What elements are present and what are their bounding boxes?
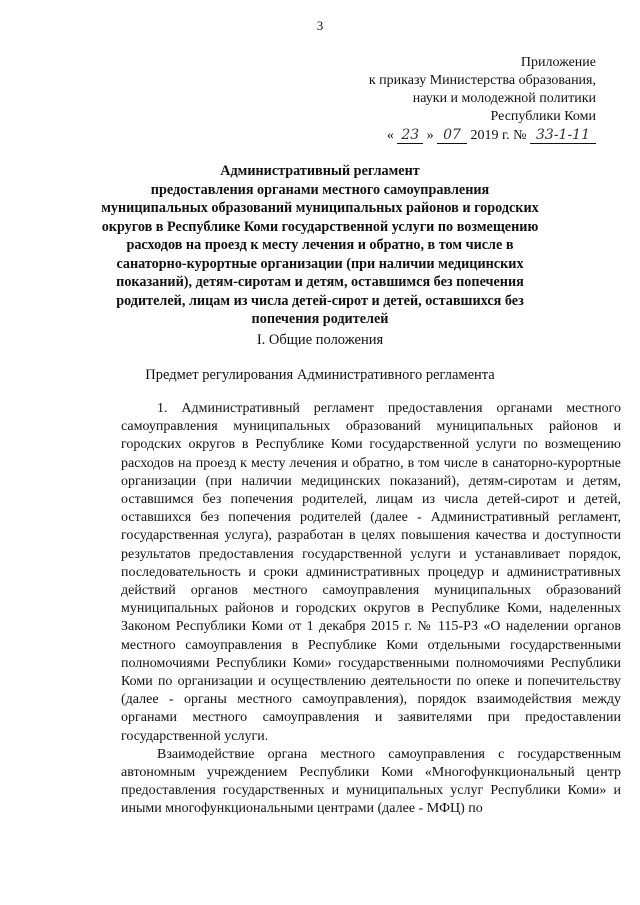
appendix-title: Приложение	[520, 55, 596, 70]
date-open-quote: «	[386, 128, 394, 143]
date-year-label: 2019 г. №	[470, 128, 527, 143]
document-title	[100, 162, 540, 329]
date-close-quote: »	[426, 128, 434, 143]
paragraph-2: Взаимодействие органа местного самоуправления с государственным автономным учреждением Республики Коми «Многофункциональный центр предоставления государственных и муниципальных услуг Республики Коми» и иными многофункциональными центрами (далее - МФЦ) по	[121, 746, 621, 817]
section-heading: I. Общие положения	[256, 332, 384, 348]
title-heading: Административный регламент	[220, 163, 420, 179]
title-subject: предоставления органами местного самоуправления муниципальных образований муниципальных районов и городских округов в Республике Коми государственной услуги по возмещению расходов на проезд к месту лечения и обратно, в том числе в санаторно-курортные организации (при наличии медицинских показаний), детям-сиротам и детям, оставшимся без попечения родителей, лицам из числа детей-сирот и детей, оставшихся без попечения родителей	[101, 181, 539, 327]
appendix-order-ref: к приказу Министерства образования,	[368, 73, 596, 88]
page-number: 3	[316, 18, 324, 33]
body-text	[121, 400, 621, 819]
appendix-block	[296, 54, 596, 145]
appendix-ministry: науки и молодежной политики	[412, 91, 596, 106]
subsection-heading: Предмет регулирования Административного регламента	[145, 367, 495, 383]
handwritten-month: 07	[437, 127, 467, 144]
appendix-republic: Республики Коми	[490, 109, 596, 124]
appendix-date-line	[296, 126, 596, 145]
paragraph-1: 1. Административный регламент предоставления органами местного самоуправления муниципальных образований муниципальных районов и городских округов в Республике Коми государственной услуги по возмещению расходов на проезд к месту лечения и обратно, в том числе в санаторно-курортные организации (при наличии медицинских показаний), детям-сиротам и детям, оставшимся без попечения родителей, лицам из числа детей-сирот и детей, оставшихся без попечения родителей (далее - Административный регламент, государственная услуга), разработан в целях повышения качества и доступности результатов предоставления государственной услуги и устанавливает порядок, последовательность и сроки административных процедур и административных действий органов местного самоуправления муниципальных образований муниципальных районов и городских округов в Республике Коми, наделенных Законом Республики Коми от 1 декабря 2015 г. № 115-РЗ «О наделении органов местного самоуправления в Республике Коми отдельными государственными полномочиями Республики Коми» государственными полномочиями Республики Коми по организации и осуществлению деятельности по опеке и попечительству (далее - органы местного самоуправления), порядок взаимодействия между органами местного самоуправления и заявителями при предоставлении государственной услуги.	[121, 401, 621, 744]
handwritten-day: 23	[397, 127, 423, 144]
handwritten-order-number: 33-1-11	[530, 127, 596, 144]
